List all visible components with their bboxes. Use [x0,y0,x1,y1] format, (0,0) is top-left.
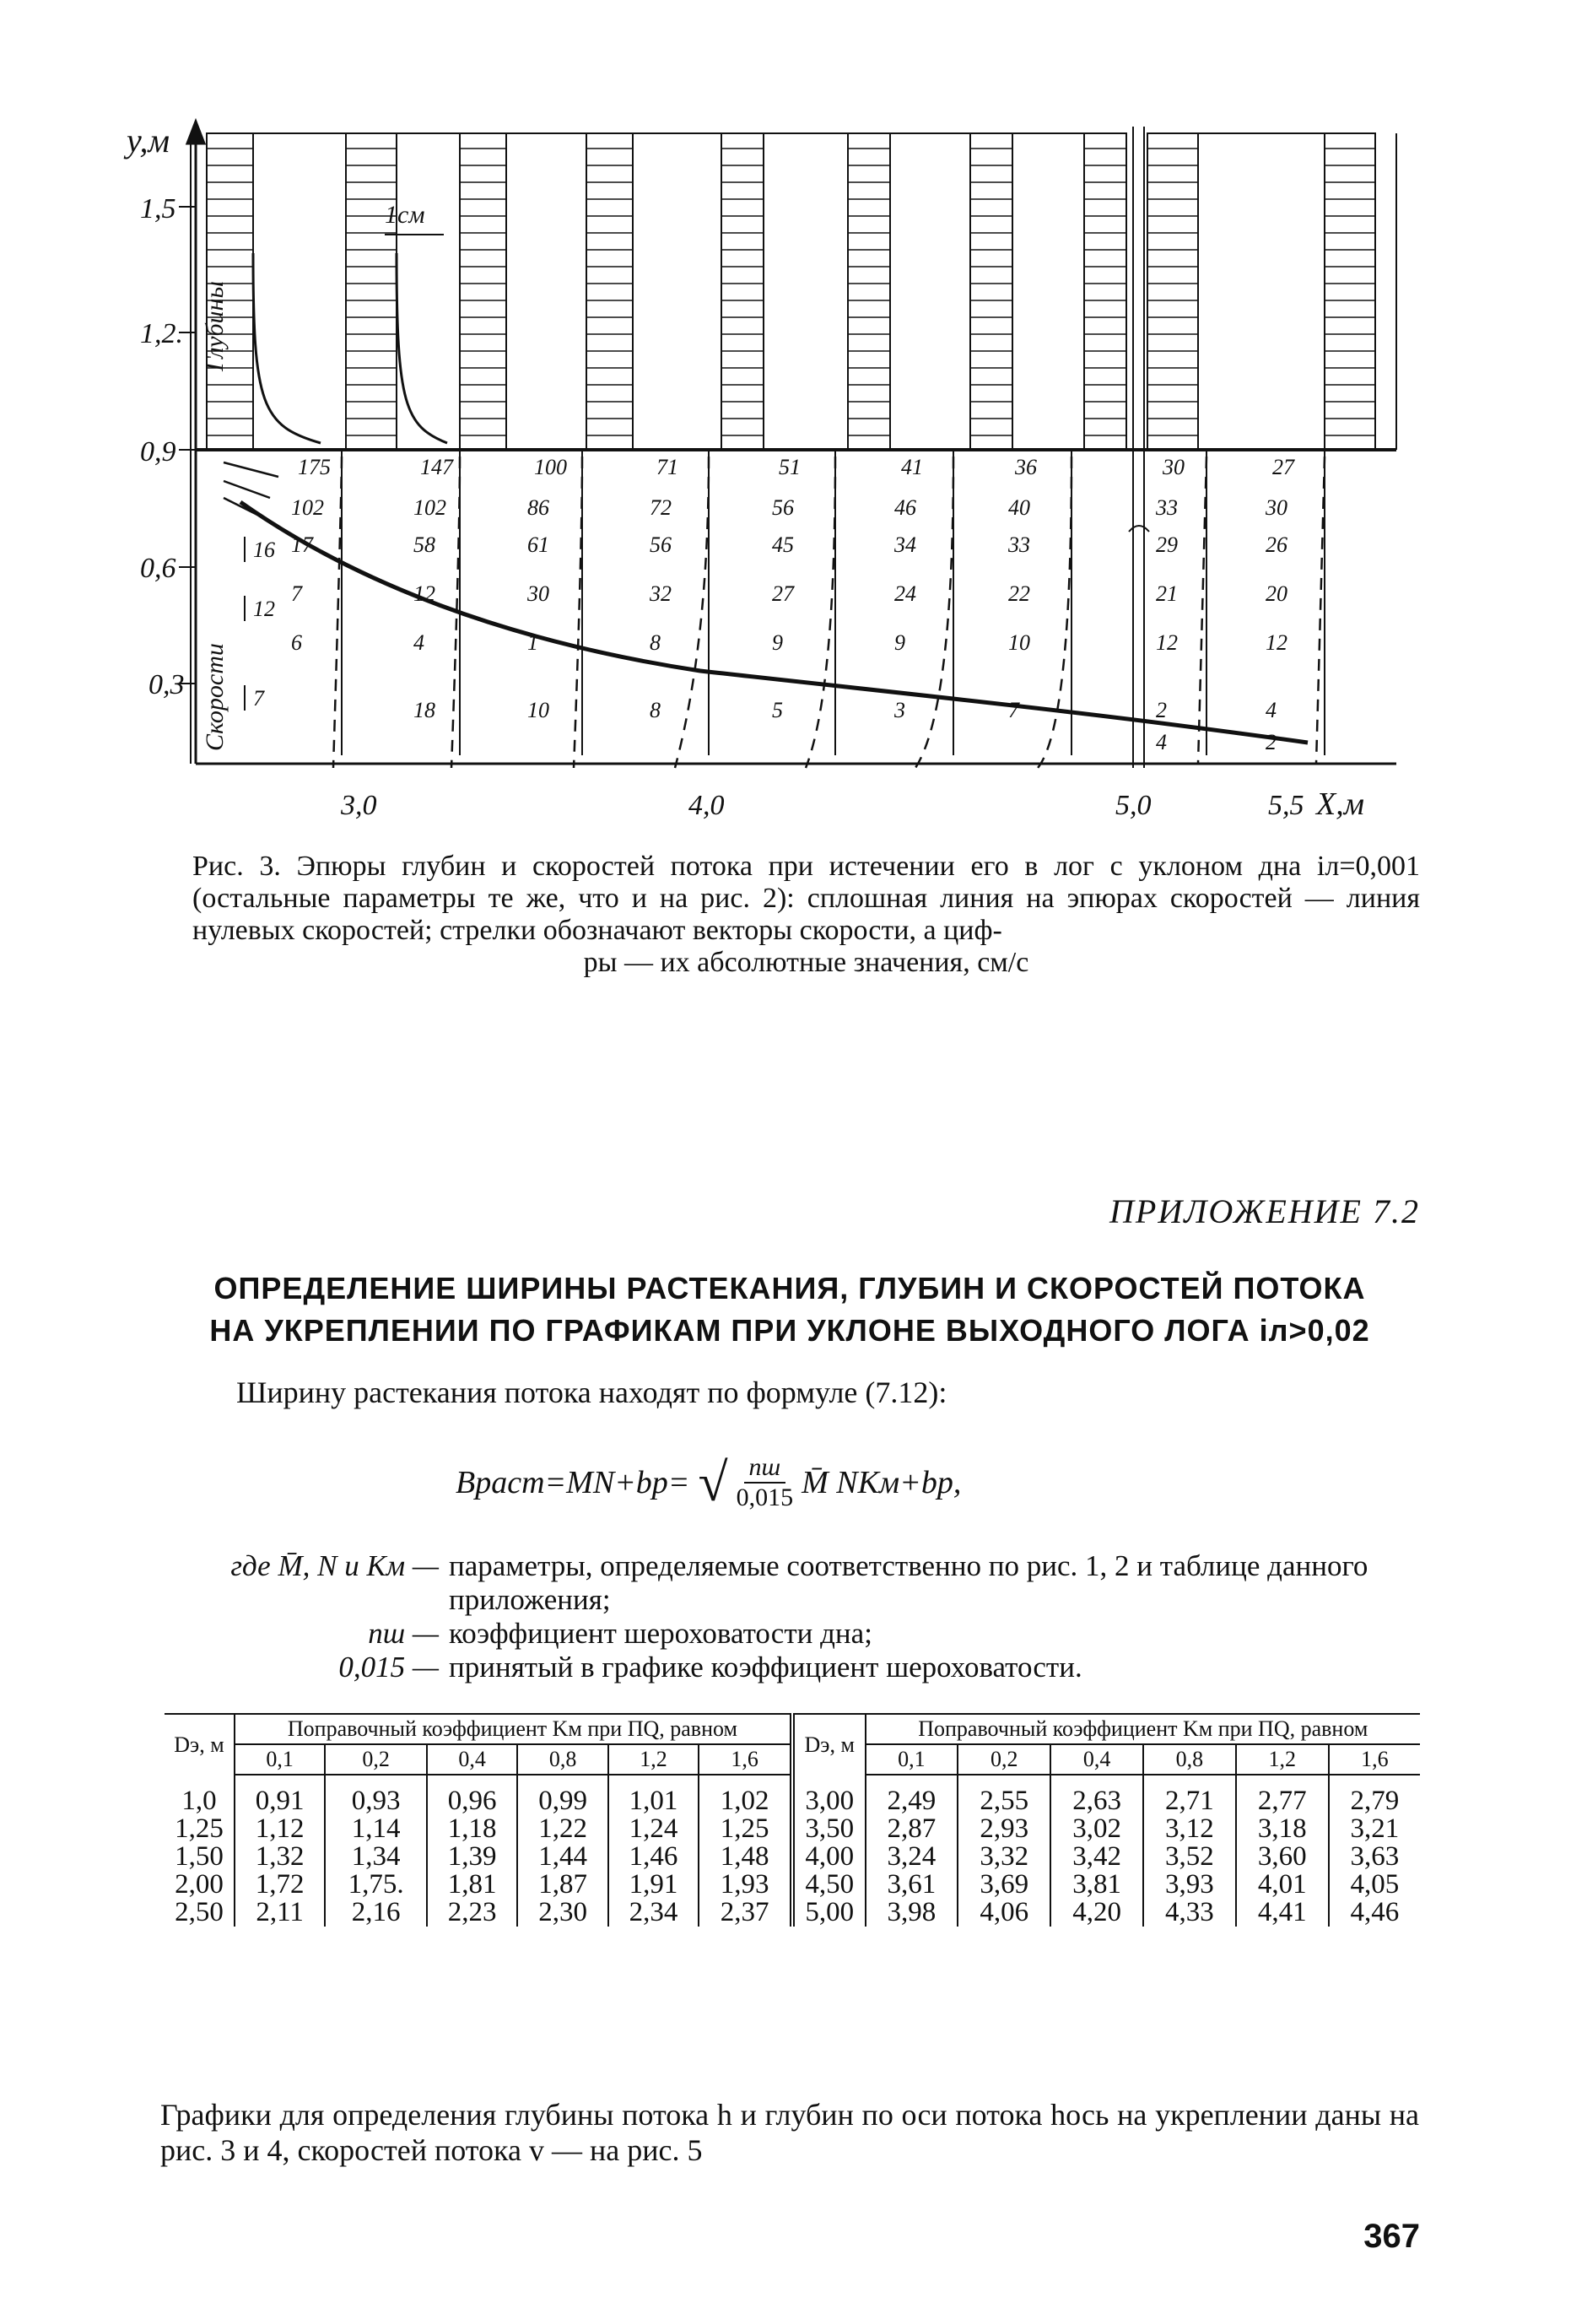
table-cell: 0,99 [517,1775,607,1815]
table-cell: 4,05 [1329,1871,1420,1899]
table-cell: 1,02 [699,1775,792,1815]
velocity-value: 58 [413,532,435,557]
table-subheader: 0,4 [427,1744,517,1775]
table-cell: 1,0 [181,1785,217,1816]
table-cell: 3,81 [1050,1871,1143,1899]
velocity-value: 33 [1008,532,1030,557]
y-tick-label: 0,3 [148,669,185,700]
velocity-value: 102 [291,495,324,520]
velocity-value: 9 [894,630,905,655]
velocity-value: 10 [1008,630,1030,655]
table-subheader: 0,2 [325,1744,427,1775]
table-header-group: Поправочный коэффициент Kм при ПQ, равном [235,1714,792,1744]
table-cell: 1,25 [699,1815,792,1843]
velocity-value: 2 [1266,730,1277,754]
table-cell: 3,50 [792,1815,866,1843]
velocity-value: 32 [650,581,672,606]
velocity-value: 61 [527,532,549,557]
table-cell: 3,00 [792,1775,866,1815]
velocity-value: 46 [894,495,916,520]
table-cell: 3,93 [1143,1871,1236,1899]
velocity-value: 30 [527,581,549,606]
table-row [165,1871,1420,1899]
table-cell: 2,87 [866,1815,958,1843]
definition-term: nш — [368,1617,439,1650]
table-subheader: 0,8 [517,1744,607,1775]
velocity-value: 4 [1266,698,1277,722]
definition-text: параметры, определяемые соответственно по рис. 1, 2 и таблице данного приложения; [449,1549,1368,1616]
velocity-value: 33 [1156,495,1178,520]
section-heading [160,1267,1419,1352]
formula-lhs: Bраст=MN+bр= [456,1465,690,1500]
table-cell: 1,32 [235,1843,325,1871]
table-cell: 4,06 [958,1899,1050,1927]
table-cell: 2,16 [325,1899,427,1927]
y-tick-label: 0,9 [140,436,176,468]
x-axis-label: X,м [1316,786,1364,822]
table-cell: 0,96 [427,1775,517,1815]
velocity-value: 27 [1272,455,1294,479]
table-cell: 2,23 [427,1899,517,1927]
definitions-list [160,1549,1426,1684]
velocity-value: 3 [894,698,905,722]
velocity-value: 12 [1266,630,1287,655]
velocity-value: 41 [901,455,923,479]
velocity-value: 86 [527,495,549,520]
table-cell: 3,24 [866,1843,958,1871]
table-cell: 3,32 [958,1843,1050,1871]
definition-term: 0,015 — [338,1651,439,1684]
velocity-value: 5 [772,698,783,722]
x-tick-label: 4,0 [688,790,725,821]
table-subheader: 0,8 [1143,1744,1236,1775]
table-cell: 1,75. [325,1871,427,1899]
intro-paragraph: Ширину растекания потока находят по формуле (7.12): [236,1375,947,1409]
appendix-label: ПРИЛОЖЕНИЕ 7.2 [1109,1192,1420,1230]
table-cell: 2,30 [517,1899,607,1927]
table-cell: 1,87 [517,1871,607,1899]
table-cell: 1,81 [427,1871,517,1899]
heading-line-2: НА УКРЕПЛЕНИИ ПО ГРАФИКАМ ПРИ УКЛОНЕ ВЫХОДНОГО ЛОГА iл>0,02 [209,1313,1370,1348]
velocity-value: 34 [894,532,916,557]
velocity-value: 29 [1156,532,1178,557]
table-cell: 2,63 [1050,1775,1143,1815]
definition-text: коэффициент шероховатости дна; [449,1617,872,1650]
velocity-value: 12 [413,581,435,606]
y-tick-label: 1,5 [140,193,176,224]
velocity-value: 51 [779,455,801,479]
table-cell: 1,24 [608,1815,699,1843]
velocity-value: 10 [527,698,549,722]
table-cell: 1,91 [608,1871,699,1899]
table-cell: 1,25 [175,1813,224,1844]
caption-text: Рис. 3. Эпюры глубин и скоростей потока при истечении его в лог с уклоном дна iл=0,001 (остальные параметры те же, что и на рис. 2): сплошная линия на эпюрах скоростей — линия нулевых скоростей; стрелки обозначают векторы скорости, а циф- [192,851,1420,946]
table-cell: 2,37 [699,1899,792,1927]
formula-numerator: nш [744,1453,786,1484]
table-cell: 1,14 [325,1815,427,1843]
velocity-value: 24 [894,581,916,606]
velocity-value: 56 [772,495,794,520]
velocity-value: 4 [413,630,424,655]
table-cell: 4,41 [1236,1899,1329,1927]
velocity-value: 175 [298,455,331,479]
velocity-value: 4 [1156,730,1167,754]
table-cell: 3,69 [958,1871,1050,1899]
heading-line-1: ОПРЕДЕЛЕНИЕ ШИРИНЫ РАСТЕКАНИЯ, ГЛУБИН И СКОРОСТЕЙ ПОТОКА [213,1271,1366,1305]
scale-label: 1см [385,201,425,229]
table-cell: 1,18 [427,1815,517,1843]
table-cell: 0,91 [235,1775,325,1815]
table-subheader: 1,2 [1236,1744,1329,1775]
table-row [165,1775,1420,1815]
velocity-value: 147 [420,455,453,479]
table-cell: 2,77 [1236,1775,1329,1815]
velocity-value: 100 [534,455,567,479]
definition-row [160,1617,1426,1651]
x-tick-label: 5,0 [1115,790,1152,821]
table-subheader: 0,1 [866,1744,958,1775]
velocity-value: 27 [772,581,794,606]
table-cell: 1,01 [608,1775,699,1815]
velocity-value: 9 [772,630,783,655]
x-tick-label: 5,5 [1268,790,1304,821]
table-subheader: 0,1 [235,1744,325,1775]
table-subheader: 0,2 [958,1744,1050,1775]
depth-label: Глубины [201,281,229,371]
table-cell: 1,46 [608,1843,699,1871]
table-cell: 4,01 [1236,1871,1329,1899]
definition-term: где M̄, N и Kм — [230,1549,439,1582]
table-cell: 1,12 [235,1815,325,1843]
definition-text: принятый в графике коэффициент шероховатости. [449,1651,1082,1684]
table-cell: 3,61 [866,1871,958,1899]
velocity-value: 102 [413,495,446,520]
table-cell: 5,00 [792,1899,866,1927]
velocity-value: 16 [253,538,275,562]
table-cell: 3,63 [1329,1843,1420,1871]
table-cell: 3,52 [1143,1843,1236,1871]
velocity-value: 7 [1008,698,1019,722]
definition-row [160,1651,1426,1684]
formula-denominator: 0,015 [736,1484,794,1511]
velocity-value: 36 [1015,455,1037,479]
table-header-d: Dэ, м [792,1714,866,1775]
page-number: 367 [1363,2218,1420,2255]
table-cell: 3,12 [1143,1815,1236,1843]
velocity-value: 20 [1266,581,1287,606]
figure-caption [192,851,1420,979]
formula-fraction [737,1453,794,1512]
table-cell: 1,48 [699,1843,792,1871]
table-row [165,1899,1420,1927]
caption-last-line: ры — их абсолютные значения, см/с [583,947,1029,978]
table-cell: 4,33 [1143,1899,1236,1927]
table-cell: 1,39 [427,1843,517,1871]
table-cell: 2,00 [175,1869,224,1900]
figure-3-depth-velocity-diagrams [0,0,1587,835]
sqrt-icon: √ [698,1452,728,1512]
table-cell: 3,60 [1236,1843,1329,1871]
velocity-value: 26 [1266,532,1287,557]
table-subheader: 1,6 [699,1744,792,1775]
velocity-value: 6 [291,630,302,655]
velocity-value: 8 [650,630,661,655]
table-cell: 3,18 [1236,1815,1329,1843]
table-cell: 2,71 [1143,1775,1236,1815]
velocity-value: 22 [1008,581,1030,606]
table-header-group: Поправочный коэффициент Kм при ПQ, равном [866,1714,1420,1744]
velocity-value: 12 [253,597,275,621]
table-subheader: 1,2 [608,1744,699,1775]
table-cell: 2,49 [866,1775,958,1815]
table-cell: 2,11 [235,1899,325,1927]
table-header-d: Dэ, м [165,1714,235,1775]
table-cell: 3,42 [1050,1843,1143,1871]
y-axis-label: y,м [127,122,170,159]
velocity-value: 71 [656,455,678,479]
y-tick-label: 0,6 [140,553,176,584]
velocity-value: 2 [1156,698,1167,722]
table-cell: 4,20 [1050,1899,1143,1927]
table-cell: 3,21 [1329,1815,1420,1843]
table-cell: 0,93 [325,1775,427,1815]
table-cell: 1,72 [235,1871,325,1899]
velocity-value: 17 [291,532,313,557]
table-row [165,1843,1420,1871]
y-tick-label: 1,2. [140,318,183,349]
closing-paragraph: Графики для определения глубины потока h и глубин по оси потока hось на укреплении даны на рис. 3 и 4, скоростей потока v — на рис. 5 [160,2098,1419,2167]
velocity-value: 45 [772,532,794,557]
velocity-value: 21 [1156,581,1178,606]
formula-rhs: M̄ NKм+bр, [802,1465,962,1500]
velocity-value: 8 [650,698,661,722]
definition-row [160,1549,1426,1617]
table-cell: 2,93 [958,1815,1050,1843]
table-subheader: 1,6 [1329,1744,1420,1775]
velocity-value: 72 [650,495,672,520]
formula-7-12 [456,1451,961,1514]
table-cell: 2,50 [175,1897,224,1927]
table-cell: 1,50 [175,1841,224,1872]
velocity-value: 30 [1266,495,1287,520]
table-cell: 4,00 [792,1843,866,1871]
velocity-value: 1 [527,630,538,655]
velocity-value: 7 [253,686,264,711]
velocity-label: Скорости [201,643,229,751]
velocity-value: 12 [1156,630,1178,655]
table-cell: 4,50 [792,1871,866,1899]
table-subheader: 0,4 [1050,1744,1143,1775]
table-cell: 3,02 [1050,1815,1143,1843]
velocity-value: 56 [650,532,672,557]
velocity-value: 18 [413,698,435,722]
table-cell: 4,46 [1329,1899,1420,1927]
table-cell: 1,44 [517,1843,607,1871]
table-cell: 3,98 [866,1899,958,1927]
x-tick-label: 3,0 [341,790,377,821]
table-cell: 1,34 [325,1843,427,1871]
velocity-value: 7 [291,581,302,606]
table-cell: 2,34 [608,1899,699,1927]
table-cell: 2,55 [958,1775,1050,1815]
table-cell: 2,79 [1329,1775,1420,1815]
velocity-value: 40 [1008,495,1030,520]
table-cell: 1,22 [517,1815,607,1843]
table-cell: 1,93 [699,1871,792,1899]
velocity-value: 30 [1163,455,1185,479]
correction-coefficient-table [165,1713,1420,1927]
table-row [165,1815,1420,1843]
